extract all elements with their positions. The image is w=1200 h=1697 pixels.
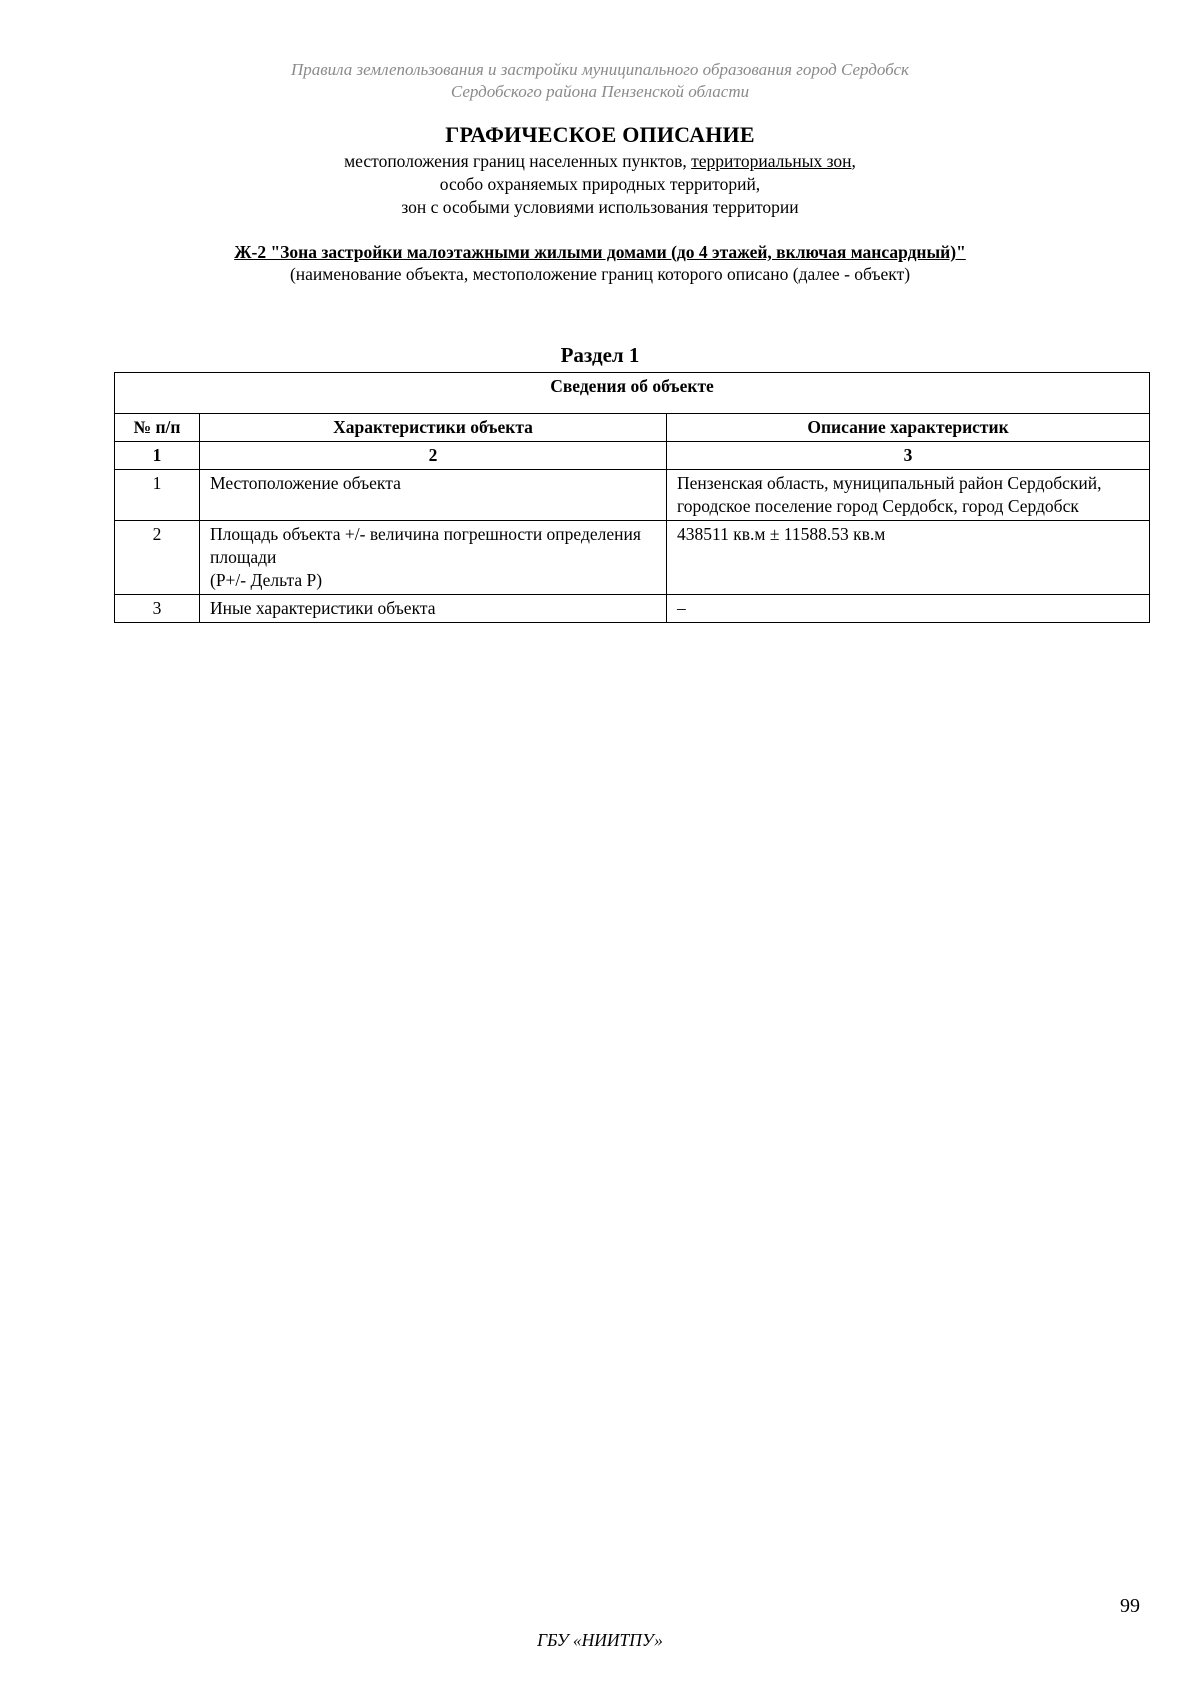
row-description: 438511 кв.м ± 11588.53 кв.м [667, 521, 1150, 595]
row-characteristic [200, 521, 667, 595]
column-header-characteristic: Характеристики объекта [200, 414, 667, 442]
object-info-table [114, 372, 1150, 623]
page-number: 99 [1120, 1595, 1140, 1617]
footer-organization: ГБУ «НИИТПУ» [537, 1630, 663, 1650]
table-header-row [115, 414, 1150, 442]
row-num: 1 [115, 470, 200, 521]
subtitle-line-1-pre: местоположения границ населенных пунктов, [344, 151, 692, 171]
section-title: Раздел 1 [560, 343, 640, 367]
table-row [115, 470, 1150, 521]
row-num: 2 [115, 521, 200, 595]
running-header-line-2: Сердобского района Пензенской области [450, 82, 750, 101]
subtitle-line-1-post: , [851, 151, 856, 171]
object-name: Ж-2 "Зона застройки малоэтажными жилыми домами (до 4 этажей, включая мансардный)" [234, 242, 966, 262]
row-characteristic: Местоположение объекта [200, 470, 667, 521]
column-number-3: 3 [667, 442, 1150, 470]
table-caption-row [115, 373, 1150, 414]
column-number-row [115, 442, 1150, 470]
subtitle-line-1 [0, 150, 1200, 172]
table-caption: Сведения об объекте [115, 373, 1150, 414]
row-description: – [667, 595, 1150, 623]
column-number-1: 1 [115, 442, 200, 470]
row-characteristic-extra: (P+/- Дельта P) [210, 570, 323, 590]
subtitle-line-3: зон с особыми условиями использования территории [401, 197, 799, 217]
row-characteristic: Иные характеристики объекта [200, 595, 667, 623]
running-header-line-1: Правила землепользования и застройки муниципального образования город Сердобск [290, 60, 909, 79]
subtitle-line-2: особо охраняемых природных территорий, [439, 174, 761, 194]
object-caption: (наименование объекта, местоположение границ которого описано (далее - объект) [289, 264, 911, 284]
row-num: 3 [115, 595, 200, 623]
row-description: Пензенская область, муниципальный район Сердобский, городское поселение город Сердобск, город Сердобск [667, 470, 1150, 521]
table-row [115, 521, 1150, 595]
column-header-num: № п/п [115, 414, 200, 442]
column-header-description: Описание характеристик [667, 414, 1150, 442]
column-number-2: 2 [200, 442, 667, 470]
row-characteristic-main: Площадь объекта +/- величина погрешности определения площади [210, 524, 641, 567]
document-title: ГРАФИЧЕСКОЕ ОПИСАНИЕ [445, 122, 755, 147]
table-row [115, 595, 1150, 623]
subtitle-line-1-underlined: территориальных зон [691, 151, 852, 171]
